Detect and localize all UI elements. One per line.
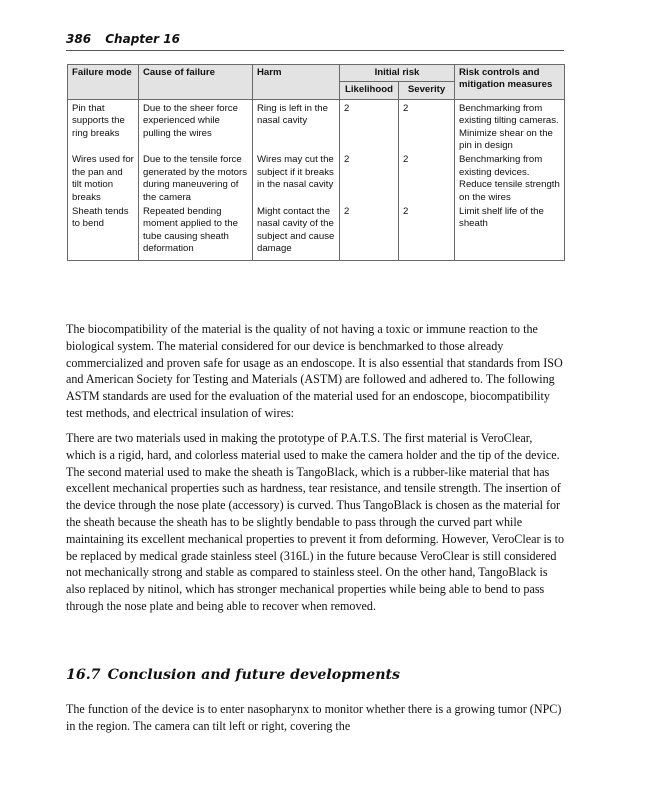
running-head [66,32,180,46]
risk-table [67,64,565,261]
header-cause: Cause of failure [139,65,253,100]
cell-controls: Benchmarking from existing tilting cameras. Minimize shear on the pin in design [455,99,565,153]
cell-likelihood: 2 [340,99,399,153]
section-number: 16.7 [66,667,101,683]
header-severity: Severity [399,82,455,99]
cell-harm: Might contact the nasal cavity of the subject and cause damage [253,205,340,260]
header-harm: Harm [253,65,340,100]
paragraph-biocompatibility: The biocompatibility of the material is the quality of not having a toxic or immune reaction to the biological system. The material considered for our device is benchmarked to those already commercialized and proven safe for usage as an endoscope. It is also essential that standards from ISO and American Society for Testing and Materials (ASTM) are followed and adhered to. The following ASTM standards are used for the evaluation of the material used for an endoscope, biocompatibility test methods, and electrical insulation of wires: [66,322,563,420]
cell-likelihood: 2 [340,205,399,260]
cell-cause: Due to the tensile force generated by the motors during maneuvering of the camera [139,153,253,205]
paragraph-materials: There are two materials used in making the prototype of P.A.T.S. The first material is VeroClear, which is a rigid, hard, and colorless material used to make the camera holder and the tip of the device. The second material used to make the sheath is TangoBlack, which is a rubber-like material that has excellent mechanical properties such as hardness, tear resistance, and tensile strength. The insertion of the device through the nose plate (accessory) is curved. Thus TangoBlack is chosen as the material for the sheath because the sheath has to be slightly bendable to pass through the curved part while maintaining its excellent mechanical properties to prevent it from deforming. However, VeroClear is to be replaced by medical grade stainless steel (316L) in the future because VeroClear is still considered not mechanically strong and stable as compared to stainless steel. On the other hand, TangoBlack is also replaced by nitinol, which has stronger mechanical properties while being able to bend to pass through the nose plate and being able to recover when removed. [66,431,565,613]
header-rule [66,50,564,51]
chapter-label: Chapter 16 [105,32,180,46]
section-heading [66,667,400,683]
header-failure-mode: Failure mode [68,65,139,100]
paragraph-function: The function of the device is to enter nasopharynx to monitor whether there is a growing tumor (NPC) in the region. The camera can tilt left or right, covering the [66,702,562,733]
cell-severity: 2 [399,205,455,260]
table-row [68,99,565,153]
cell-harm: Wires may cut the subject if it breaks in the nasal cavity [253,153,340,205]
cell-likelihood: 2 [340,153,399,205]
cell-severity: 2 [399,99,455,153]
cell-failure-mode: Wires used for the pan and tilt motion breaks [68,153,139,205]
page-number: 386 [66,32,92,46]
cell-controls: Limit shelf life of the sheath [455,205,565,260]
cell-failure-mode: Pin that supports the ring breaks [68,99,139,153]
header-likelihood: Likelihood [340,82,399,99]
table-row [68,205,565,260]
cell-cause: Repeated bending moment applied to the tube causing sheath deformation [139,205,253,260]
cell-severity: 2 [399,153,455,205]
cell-harm: Ring is left in the nasal cavity [253,99,340,153]
header-initial-risk: Initial risk [340,65,455,82]
cell-controls: Benchmarking from existing devices. Reduce tensile strength on the wires [455,153,565,205]
cell-cause: Due to the sheer force experienced while pulling the wires [139,99,253,153]
cell-failure-mode: Sheath tends to bend [68,205,139,260]
section-title: Conclusion and future developments [107,667,401,683]
header-controls: Risk controls and mitigation measures [455,65,565,100]
table-row [68,153,565,205]
